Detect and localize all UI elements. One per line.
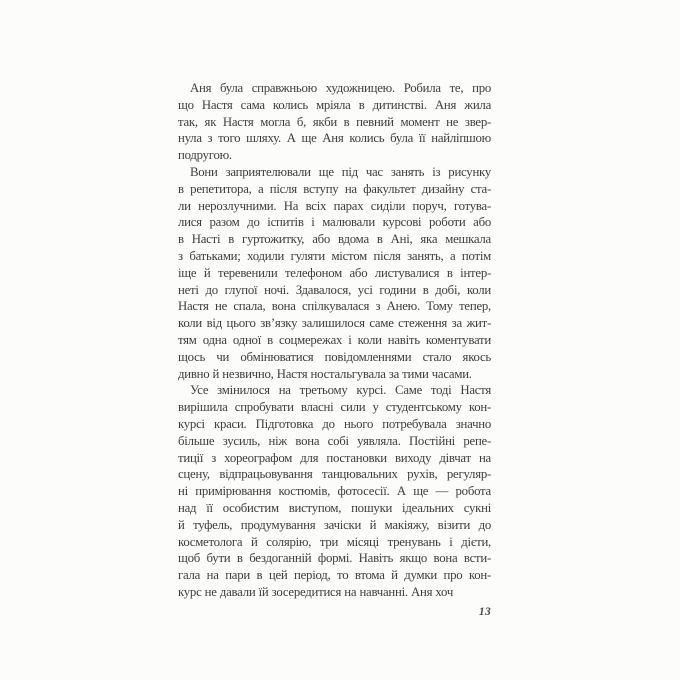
text-line: курсі краси. Підготовка до нього потребувала значно: [178, 416, 491, 431]
text-line: Настя не спала, вона спілкувалася з Анею. Тому тепер,: [178, 299, 491, 314]
text-line: й туфель, продумування зачіски й макіяжу, візити до: [178, 517, 491, 532]
text-line: іще й теревенили телефоном або листувалися в інтер-: [178, 265, 491, 280]
text-line: в Насті в гуртожитку, або вдома в Ані, яка мешкала: [178, 232, 491, 247]
text-line: щось чи обмінюватися повідомленнями стало якось: [178, 349, 491, 364]
text-line: коли від цього зв’язку залишилося саме стеження за жит-: [178, 316, 491, 331]
text-line: подругою.: [178, 148, 232, 163]
text-block: [178, 80, 491, 601]
text-line: нула з того шляху. А ще Аня колись була її найліпшою: [178, 131, 491, 146]
text-line: більше зусиль, ніж вона собі уявляла. Постійні репе-: [178, 433, 491, 448]
text-line: курс не давали їй зосередитися на навчанні. Аня хоч: [178, 584, 454, 599]
text-line: косметолога й солярію, три місяці тренувань і дієти,: [178, 534, 491, 549]
text-line: так, як Настя могла б, якби в певний момент не звер-: [178, 114, 491, 129]
text-line: сцену, відпрацьовування танцювальних рухів, регуляр-: [178, 467, 491, 482]
text-line: Аня була справжньою художницею. Робила те, про: [190, 81, 491, 95]
text-line: Вони заприятелювали ще під час занять із рисунку: [190, 164, 491, 179]
text-line: тям одна одної в соцмережах і коли навіть коментувати: [178, 332, 491, 347]
text-line: з батьками; ходили гуляти містом після занять, а потім: [178, 248, 491, 263]
text-line: лися разом до іспитів і малювали курсові роботи або: [178, 215, 491, 230]
text-line: тиції з хореографом для постановки виходу дівчат на: [178, 450, 491, 465]
text-line: що Настя сама колись мріяла в дитинстві. Аня жила: [178, 97, 491, 112]
text-line: ли нерозлучними. На всіх парах сиділи поруч, готува-: [178, 198, 491, 213]
paragraph: [178, 382, 491, 600]
text-line: неті до глупої ночі. Здавалося, усі години в добі, коли: [178, 282, 491, 297]
text-line: вирішила спробувати власні сили у студентському кон-: [178, 400, 491, 415]
text-line: Усе змінилося на третьому курсі. Саме тоді Настя: [190, 383, 491, 398]
text-line: над її особистим виступом, пошуки ідеальних сукні: [178, 500, 491, 515]
text-line: щоб бути в бездоганній формі. Навіть якщо вона всти-: [178, 551, 491, 566]
text-line: дивно й незвично, Настя ностальгувала за тими часами.: [178, 366, 472, 381]
paragraph: [178, 164, 491, 382]
text-line: гала на пари в цей період, то втома й думки про кон-: [178, 568, 491, 583]
text-line: ні примірювання костюмів, фотосесії. А ще — робота: [178, 484, 491, 499]
page-number: 13: [478, 606, 491, 618]
paragraph: [178, 80, 491, 164]
text-line: в репетитора, а після вступу на факультет дизайну ста-: [178, 181, 491, 196]
